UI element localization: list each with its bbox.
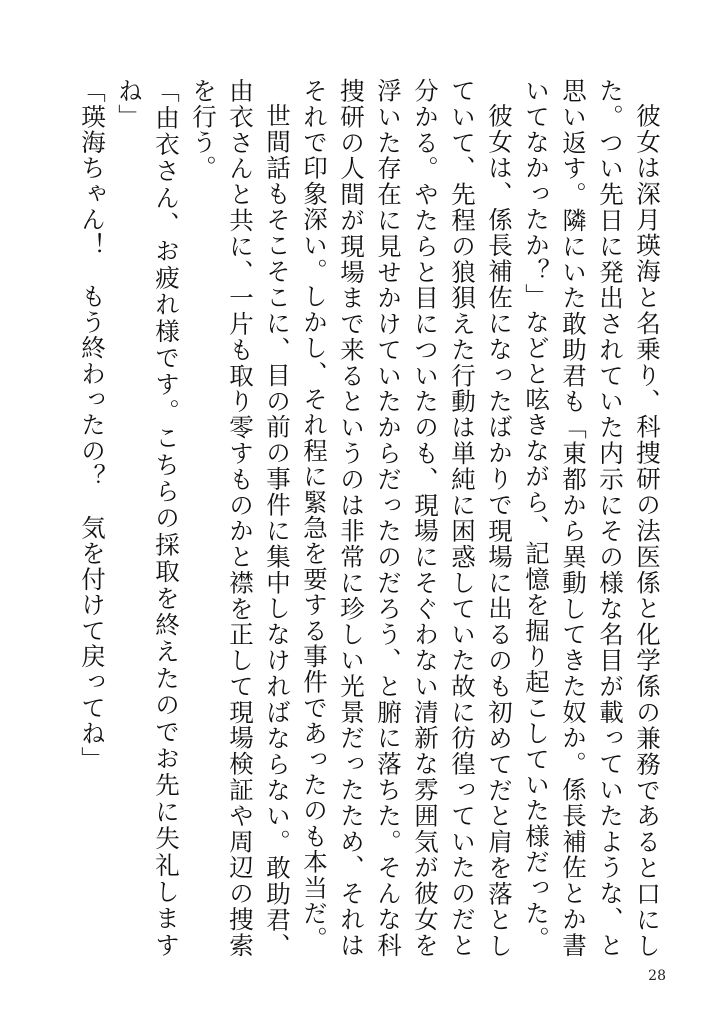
dialogue-line-1: 「由衣さん、お疲れ様です。こちらの採取を終えたのでお先に失礼しますね」 xyxy=(115,78,181,958)
paragraph-1: 彼女は深月瑛海と名乗り、科捜研の法医係と化学係の兼務であると口にした。つい先日に発出されていた内示にその様な名目が載っていたような、と思い返す。隣にいた敢助君も「東都から異動してきた奴か。係長補佐とか書いてなかったか？」などと呟きながら、記憶を掘り起こしていた様だった。 xyxy=(522,78,662,958)
dialogue-line-2: 「瑛海ちゃん！ もう終わったの？ 気を付けて戻ってね」 xyxy=(78,78,107,772)
paragraph-2: 彼女は、係長補佐になったばかりで現場に出るのも初めてだと肩を落としていて、先程の狼狽えた行動は単純に困惑していた故に彷徨っていたのだと分かる。やたらと目についたのも、現場にそぐわない清新な雰囲気が彼女を浮いた存在に見せかけていたからだったのだろう、と腑に落ちた。そんな科捜研の人間が現場まで来るというのは非常に珍しい光景だったため、それはそれで印象深い。しかし、それ程に緊急を要する事件であったのも本当だ。 xyxy=(300,78,514,958)
page-number: 28 xyxy=(648,968,666,984)
paragraph-3: 世間話もそこそこに、目の前の事件に集中しなければならない。敢助君、由衣さんと共に、一片も取り零すものかと襟を正して現場検証や周辺の捜索を行う。 xyxy=(189,78,292,958)
vertical-text-body xyxy=(46,78,666,958)
